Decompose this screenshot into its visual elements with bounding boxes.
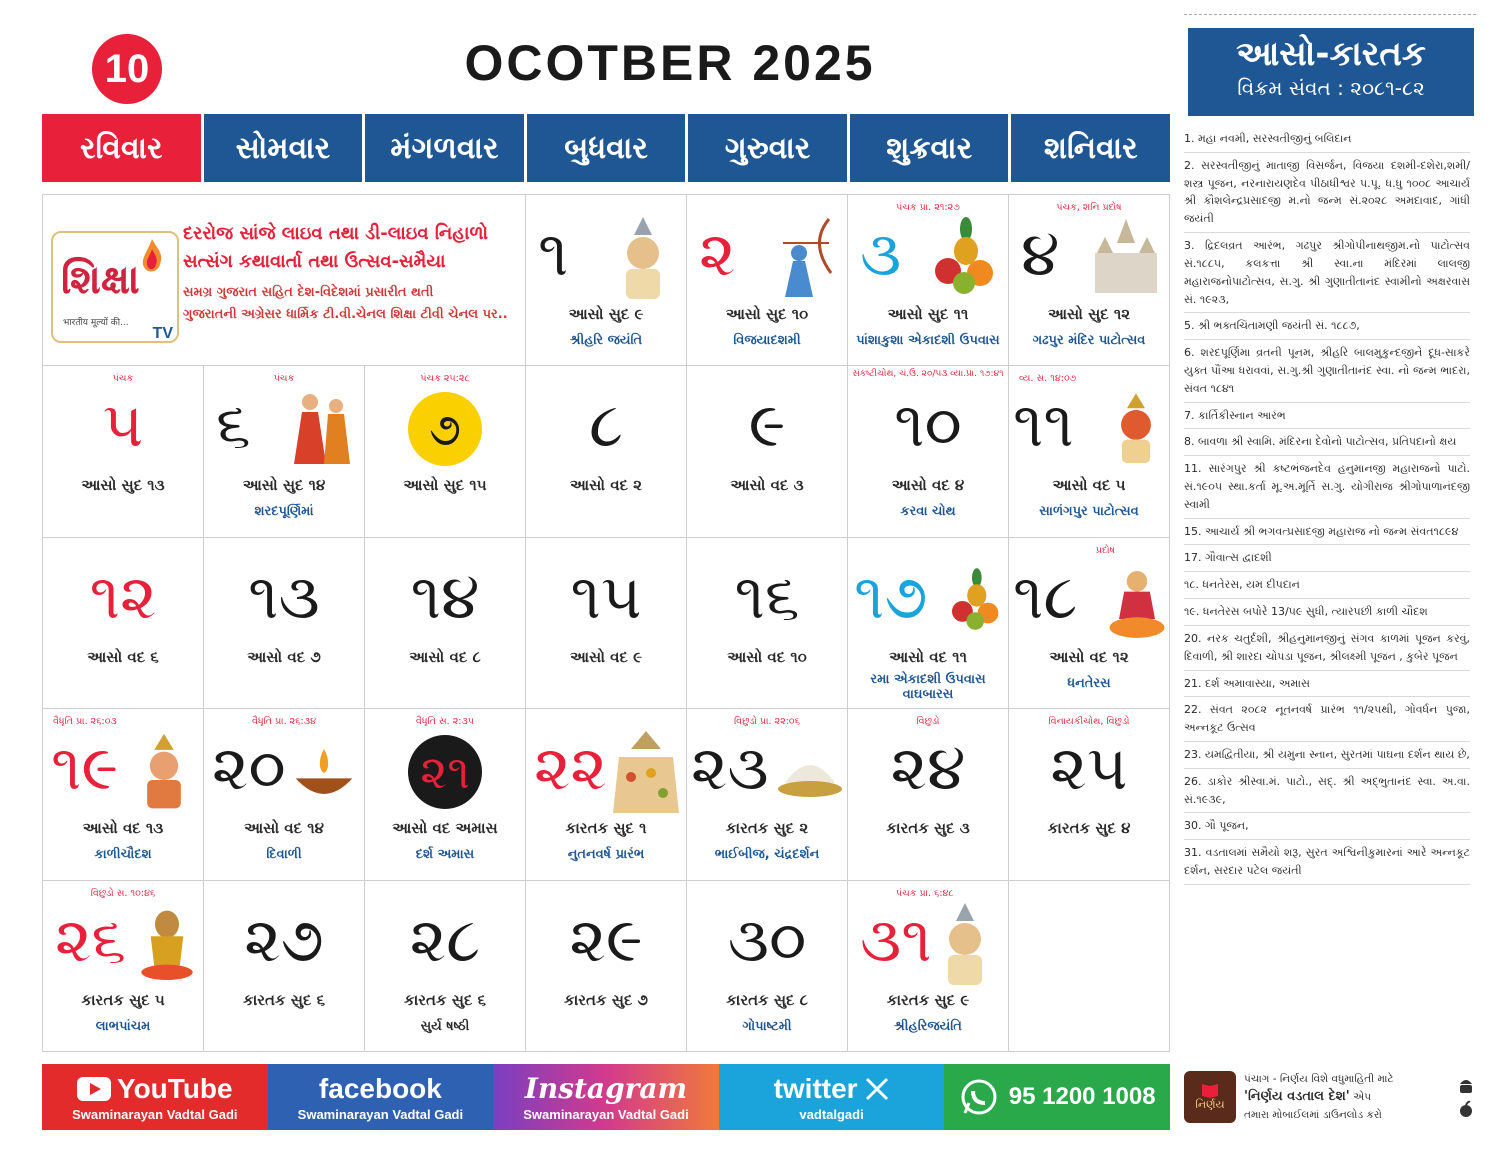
event-item: 21. દર્શ અમાવાસ્યા, અમાસ	[1184, 671, 1470, 698]
day-cell-15[interactable]	[526, 538, 687, 709]
youtube-link[interactable]	[42, 1064, 268, 1130]
day-number: ૧૩	[248, 559, 320, 633]
store-icons	[1456, 1076, 1476, 1118]
instagram-logo: Instagram	[524, 1072, 688, 1105]
day-cell-11[interactable]	[1009, 366, 1170, 537]
day-cell-7[interactable]	[365, 366, 526, 537]
facebook-handle: Swaminarayan Vadtal Gadi	[297, 1106, 464, 1122]
day-cell-1[interactable]	[526, 195, 687, 366]
festival-label: નુતનવર્ષ પ્રારંભ	[567, 847, 645, 863]
promo-line-2: સત્સંગ કથાવાર્તા તથા ઉત્સવ-સમૈયા	[183, 251, 446, 272]
festival-label: સુર્ય ષષ્ઠી	[420, 1018, 470, 1034]
festival-label: દિવાળી	[266, 847, 302, 863]
annakut-offerings-icon	[606, 727, 686, 817]
day-cell-20[interactable]	[204, 709, 365, 880]
event-item: 5. શ્રી ભક્તચિંતામણી જયંતી સં. ૧૮૮૭,	[1184, 313, 1470, 340]
day-number: ૨૯	[569, 902, 643, 976]
event-item: ૧૮. ધનતેરસ, યમ દીપદાન	[1184, 572, 1470, 599]
day-cell-28[interactable]	[365, 881, 526, 1052]
day-number: ૧૬	[734, 559, 800, 633]
event-item: 11. સારંગપુર શ્રી કષ્ટભંજનદેવ હનુમાનજી મહારાજનો પાટો. સં.૧૯૦૫ સ્થા.કર્તા મૂ.અ.મૂર્તિ સ.ગુ. યોગીરાજ શ્રીગોપાળાનંદજી સ્વામી	[1184, 456, 1470, 518]
app-name: 'નિર્ણય વડતાલ દેશ'	[1244, 1088, 1350, 1104]
tithi-label: આસો વદ અમાસ	[392, 819, 498, 838]
day-cell-19[interactable]	[43, 709, 204, 880]
day-cell-5[interactable]	[43, 366, 204, 537]
day-number: ૫	[102, 388, 144, 462]
day-note: પંચક પ્રા. ૬:૪૮	[896, 887, 954, 899]
event-item: 6. શરદપૂર્ણિમા વ્રતની પૂનમ, શ્રીહરિ બાલમુકુન્દજીને દૂધ-સાકરે યુક્ત પૌંઆ ધરાવવાં, સ.ગુ.શ્રી ગુણાતીતાનંદ સ્વા. નો જન્મ ભાદરા, સંવત ૧૮૪૧	[1184, 340, 1470, 402]
tithi-label: કારતક સુદ ૪	[1047, 819, 1131, 838]
day-note: પંચક	[112, 373, 134, 385]
weekday-tuesday: મંગળવાર	[365, 114, 524, 182]
day-number: ૮	[588, 388, 624, 462]
month-number-badge: 10	[92, 34, 162, 104]
day-number: ૨૫	[1050, 731, 1128, 805]
day-number: ૧૮	[1013, 559, 1078, 633]
event-item: 17. ગૌવાત્સ દ્વાદશી	[1184, 545, 1470, 572]
tithi-label: કારતક સુદ ૬	[404, 990, 486, 1009]
sweets-plate-icon	[775, 727, 845, 817]
day-note: વૈધૃતિ પ્રા. ૨૬:૩૪	[252, 716, 316, 728]
day-number	[365, 731, 525, 815]
day-number: ૨૬	[55, 902, 127, 976]
day-cell-3[interactable]	[848, 195, 1009, 366]
festival-label: પાંશાકુશા એકાદશી ઉપવાસ	[856, 333, 1000, 348]
day-cell-30[interactable]	[687, 881, 848, 1052]
flame-logo-icon	[135, 237, 169, 273]
sidebar-top-rule	[1184, 14, 1476, 15]
fruit-basket-icon	[948, 556, 1004, 646]
day-number	[365, 388, 525, 472]
festival-label: શરદપૂર્ણિમાં	[254, 504, 314, 520]
day-cell-17[interactable]	[848, 538, 1009, 709]
tithi-label: કારતક સુદ ૮	[726, 990, 808, 1009]
temple-image-icon	[1091, 213, 1161, 303]
x-logo-icon	[864, 1076, 890, 1102]
app-line-2-suffix: એપ	[1349, 1090, 1372, 1103]
event-item: 31. વડતાલમાં સમૈયો શરૂ, સુરત અશ્વિનીકુમારનાં આરે અન્નકૂટ દર્શન, સરદાર પટેલ જયંતી	[1184, 840, 1470, 885]
dancers-image-icon	[286, 384, 356, 474]
day-number: ૧૯	[51, 731, 119, 805]
tithi-label: આસો સુદ ૧૫	[403, 476, 487, 495]
shiksha-tv-logo	[51, 231, 179, 343]
whatsapp-phone: 95 1200 1008	[1008, 1083, 1156, 1110]
day-number: ૧૭	[854, 559, 928, 633]
tithi-label: આસો વદ ૫	[1052, 476, 1126, 495]
tithi-label: આસો સુદ ૧૪	[242, 476, 326, 495]
tithi-label: આસો વદ ૧૩	[82, 819, 164, 838]
logo-tagline: भारतीय मूल्यों की...	[63, 318, 129, 328]
facebook-logo: facebook	[318, 1072, 442, 1104]
day-cell-8[interactable]	[526, 366, 687, 537]
tithi-label: કારતક સુદ ૫	[81, 990, 165, 1009]
apple-icon[interactable]	[1457, 1100, 1475, 1118]
event-item: 22. સંવત ૨૦૮૨ નૂતનવર્ષ પ્રારંભ ૧૧/૨૫થી, ગોવર્ધન પુજા, અન્નકૂટ ઉત્સવ	[1184, 697, 1470, 742]
day-number: ૨૩	[691, 731, 769, 805]
logo-tv-label: TV	[152, 325, 173, 342]
tithi-label: આસો સુદ ૧૨	[1047, 305, 1131, 323]
day-number: ૨૦	[212, 731, 286, 805]
deity-image-icon	[930, 899, 1000, 989]
tithi-label: આસો વદ ૧૦	[727, 647, 807, 666]
festival-label: શ્રીહરિજયંતિ	[894, 1018, 962, 1034]
festival-label: વિજયાદશમી	[733, 333, 801, 348]
nirnay-app-logo: નિર્ણય	[1184, 1071, 1236, 1123]
weekday-thursday: ગુરુવાર	[688, 114, 847, 182]
sidebar-title: આસો-કારતક	[1236, 34, 1426, 74]
social-footer	[42, 1064, 1170, 1130]
day-note: વિછુડો	[916, 716, 940, 728]
day-number: ૨૭	[244, 902, 324, 976]
book-icon	[1200, 1082, 1220, 1098]
day-cell-29[interactable]	[526, 881, 687, 1052]
tithi-label: કારતક સુદ ૩	[886, 819, 970, 838]
day-note: પંચક	[273, 373, 295, 385]
day-note: વિનાયકીચોથ, વિછુડો	[1048, 716, 1130, 728]
day-cell-22[interactable]	[526, 709, 687, 880]
empty-cell	[1009, 881, 1170, 1052]
day-number: ૨૮	[409, 902, 481, 976]
event-item: 8. બાવળા શ્રી સ્વામિ. મંદિરના દેવોનો પાટોત્સવ, પ્રતિપદાનો ક્ષય	[1184, 429, 1470, 456]
day-number: ૬	[216, 388, 251, 462]
weekday-sunday: રવિવાર	[42, 114, 201, 182]
day-cell-26[interactable]	[43, 881, 204, 1052]
promo-line-3: સમગ્ર ગુજરાત સહિત દેશ-વિદેશમાં પ્રસારીત થતી	[183, 285, 434, 300]
day-cell-4[interactable]	[1009, 195, 1170, 366]
lakshmi-image-icon	[1107, 556, 1167, 646]
weekday-header-row	[42, 114, 1170, 182]
day-cell-12[interactable]	[43, 538, 204, 709]
sidebar-subtitle: વિક્રમ સંવત : ૨૦૮૧-૮૨	[1237, 76, 1425, 100]
festival-label: ધનતેરસ	[1067, 675, 1111, 691]
festival-label: ગોપાષ્ટમી	[742, 1018, 792, 1034]
event-item: 7. કાર્તિકીસ્નાન આરંભ	[1184, 403, 1470, 430]
android-icon[interactable]	[1457, 1076, 1475, 1094]
weekday-saturday: શનિવાર	[1011, 114, 1170, 182]
hanuman-image-icon	[1107, 384, 1165, 474]
full-moon-circle: ૭	[408, 392, 482, 466]
tithi-label: આસો વદ ૨	[570, 476, 642, 495]
weekday-friday: શુક્રવાર	[850, 114, 1009, 182]
tithi-label: કારતક સુદ ૨	[725, 819, 809, 838]
festival-label: લાભપાંચમ	[95, 1018, 151, 1034]
event-item: 15. આચાર્ય શ્રી ભગવત્પ્રસાદજી મહારાજ નો જન્મ સંવત૧૮૯૪	[1184, 519, 1470, 546]
youtube-logo: YouTube	[77, 1073, 233, 1105]
day-cell-6[interactable]	[204, 366, 365, 537]
day-cell-23[interactable]	[687, 709, 848, 880]
tithi-label: આસો વદ ૭	[247, 647, 321, 666]
day-cell-21[interactable]	[365, 709, 526, 880]
app-promo-text	[1244, 1071, 1448, 1124]
day-note: પંચક ૨૫:૨૮	[420, 373, 470, 385]
tithi-label: આસો વદ ૯	[569, 647, 643, 666]
app-line-3: તમારા મોબાઈલમાં ડાઉનલોડ કરો	[1244, 1109, 1382, 1122]
day-number: ૨	[699, 217, 736, 290]
festival-label: ભાઈબીજ, ચંદ્રદર્શન	[714, 847, 820, 863]
day-cell-27[interactable]	[204, 881, 365, 1052]
diya-lamp-icon	[292, 727, 356, 817]
event-item: ૧૯. ધનતેરસ બપોરે 13/૫૯ સુધી, ત્યારપછી કાળી ચૌદશ	[1184, 599, 1470, 626]
day-cell-13[interactable]	[204, 538, 365, 709]
tithi-label: કારતક સુદ ૬	[243, 990, 325, 1009]
tithi-label: આસો વદ ૪	[891, 476, 965, 495]
tithi-label: આસો વદ ૩	[730, 476, 804, 495]
kalash-icon	[137, 899, 197, 989]
festival-label: શ્રીહરિ જયંતિ	[569, 333, 643, 348]
day-cell-9[interactable]	[687, 366, 848, 537]
tithi-label: આસો વદ ૧૨	[1049, 647, 1129, 666]
day-cell-10[interactable]	[848, 366, 1009, 537]
day-cell-2[interactable]	[687, 195, 848, 366]
deity-image-icon	[608, 213, 678, 303]
festival-label: કરવા ચોથ	[900, 504, 956, 520]
tithi-label: કારતક સુદ ૯	[886, 990, 970, 1009]
day-number: ૩૧	[860, 902, 932, 976]
event-item: 30. ગૌ પૂજન,	[1184, 813, 1470, 840]
day-note: વ્ય. સ. ૧૪:૦૭	[1019, 373, 1077, 385]
day-cell-16[interactable]	[687, 538, 848, 709]
tithi-label: આસો વદ ૧૪	[244, 819, 324, 838]
app-line-1: પંચાગ - નિર્ણય વિશે વધુમાહિતી માટે	[1244, 1072, 1394, 1085]
shiksha-tv-promo[interactable]	[43, 195, 526, 366]
tithi-label: આસો સુદ ૧૧	[887, 305, 969, 323]
day-note: વિછુડો પ્રા. ૨૨:૦૬	[734, 716, 800, 728]
logo-text: શિક્ષા	[61, 257, 140, 303]
day-cell-14[interactable]	[365, 538, 526, 709]
promo-line-1: દરરોજ સાંજે લાઇવ તથા ડી-લાઇવ નિહાળો	[183, 223, 489, 244]
weekday-monday: સોમવાર	[204, 114, 363, 182]
events-list	[1184, 126, 1470, 1056]
festival-label: સાળંગપુર પાટોત્સવ	[1039, 504, 1139, 520]
fruit-basket-icon	[930, 213, 1000, 303]
day-number: ૩	[860, 217, 902, 290]
hanuman-image-icon	[133, 727, 195, 817]
day-number: ૩૦	[727, 902, 807, 976]
tithi-label: આસો સુદ ૧૩	[81, 476, 165, 495]
day-number: ૧	[538, 217, 569, 290]
event-item: 23. યમદ્વિતીયા, શ્રી યમુના સ્નાન, સુરતમાં પાઘના દર્શન થાય છે,	[1184, 742, 1470, 769]
day-number: ૧૪	[410, 559, 480, 633]
day-note: વૈધૃતિ સ. ૨:૩૫	[415, 716, 475, 728]
instagram-link[interactable]	[493, 1064, 719, 1130]
day-note: પંચક, શનિ પ્રદોષ	[1056, 202, 1122, 213]
youtube-play-icon	[77, 1077, 111, 1101]
festival-label: કાળીચૌદશ	[94, 847, 152, 863]
app-download-promo[interactable]	[1184, 1064, 1476, 1130]
day-number: ૨૪	[890, 731, 966, 805]
day-number: ૧૫	[570, 559, 642, 633]
day-note: પંચક પ્રા. ૨૧:૨૭	[896, 202, 960, 213]
day-number: ૯	[748, 388, 786, 462]
whatsapp-icon	[959, 1077, 999, 1117]
archer-image-icon	[769, 213, 839, 303]
calendar-grid	[42, 194, 1170, 1052]
tithi-label: આસો સુદ ૯	[568, 305, 644, 323]
tithi-label: કારતક સુદ ૧	[565, 819, 647, 838]
sidebar-header	[1188, 28, 1474, 116]
event-item: 26. ડાકોર શ્રીસ્વા.મં. પાટો., સદ્. શ્રી અદ્ભુતાનંદ સ્વા. અ.વા. સં.૧૯૩૯,	[1184, 769, 1470, 814]
day-number: ૧૧	[1013, 388, 1074, 462]
tithi-label: આસો વદ ૬	[87, 647, 159, 666]
day-note: પ્રદોષ	[1095, 544, 1115, 556]
month-title: OCOTBER 2025	[464, 35, 876, 91]
instagram-handle: Swaminarayan Vadtal Gadi	[523, 1107, 689, 1122]
day-number: ૧૨	[89, 559, 157, 633]
festival-label: રમા એકાદશી ઉપવાસ વાઘબારસ	[870, 671, 986, 703]
event-item: 2. સરસ્વતીજીનું માતાજી વિસર્જન, વિજયા દશમી-દશેરા,શમી/શસ્ત્ર પૂજન, નરનારાયણદેવ પીઠાધીશ્વર પ.પૂ. ધ.ધુ ૧૦૦૮ આચાર્ય શ્રી કૌશલેન્દ્રપ્રસાદજી મ.નો જન્મ સં.૨૦૨૮ અમદાવાદ, ગાંધી જયંતી	[1184, 153, 1470, 233]
event-item: 20. નરક ચતુર્દશી, શ્રીહનુમાનજીનું સંગવ કાળમાં પૂજન કરવું, દિવાળી, શ્રી શારદા ચોપડા પૂજન, શ્રીલક્ષ્મી પૂજન , કુબેર પૂજન	[1184, 626, 1470, 671]
event-item: 3. દ્રિદલવ્રત આરંભ, ગઢપુર શ્રીગોપીનાથજીમ.નો પાટોત્સવ સં.૧૮૮૫, કલકત્તા શ્રી સ્વા.ના મંદિરમાં લાલજી મહારાજનોપાટોત્સવ, સ.ગુ. શ્રી ગુણાતીતાનંદ સ્વામીનો અક્ષરવાસ સં. ૧૯૨૩,	[1184, 233, 1470, 313]
tithi-label: કારતક સુદ ૭	[564, 990, 648, 1009]
day-cell-24[interactable]	[848, 709, 1009, 880]
day-note: વૈધૃતિ પ્રા. ૨૬:૦૩	[53, 716, 117, 728]
tithi-label: આસો વદ ૧૧	[889, 647, 967, 666]
festival-label: દર્શ અમાસ	[415, 847, 475, 863]
day-cell-18[interactable]	[1009, 538, 1170, 709]
promo-line-4: ગુજરાતની અગ્રેસર ધાર્મિક ટી.વી.ચેનલ શિક્ષા ટીવી ચેનલ પર..	[183, 307, 508, 322]
day-number: ૧૦	[894, 388, 962, 462]
day-number: ૨૨	[534, 731, 607, 805]
tithi-label: આસો સુદ ૧૦	[725, 305, 809, 323]
day-number: ૪	[1021, 217, 1060, 290]
day-cell-31[interactable]	[848, 881, 1009, 1052]
day-note: વિછુડો સ. ૧૦:૪૬	[90, 887, 156, 899]
new-moon-circle: ૨૧	[408, 735, 482, 809]
facebook-link[interactable]	[268, 1064, 494, 1130]
twitter-logo: twitter	[774, 1073, 890, 1105]
day-cell-25[interactable]	[1009, 709, 1170, 880]
weekday-wednesday: બુધવાર	[527, 114, 686, 182]
twitter-link[interactable]	[719, 1064, 945, 1130]
whatsapp-link[interactable]	[944, 1064, 1170, 1130]
day-note: સંકષ્ટીચોથ, ચં.ઉ. ૨૦/૫૩ વ્યા.પ્રા. ૧૭:૪૧	[852, 369, 1004, 380]
tithi-label: આસો વદ ૮	[409, 647, 481, 666]
event-item: 1. મહા નવમી, સરસ્વતીજીનું બલિદાન	[1184, 126, 1470, 153]
twitter-handle: vadtalgadi	[799, 1106, 864, 1122]
festival-label: ગઢપુર મંદિર પાટોત્સવ	[1032, 333, 1146, 348]
youtube-handle: Swaminarayan Vadtal Gadi	[72, 1106, 238, 1122]
